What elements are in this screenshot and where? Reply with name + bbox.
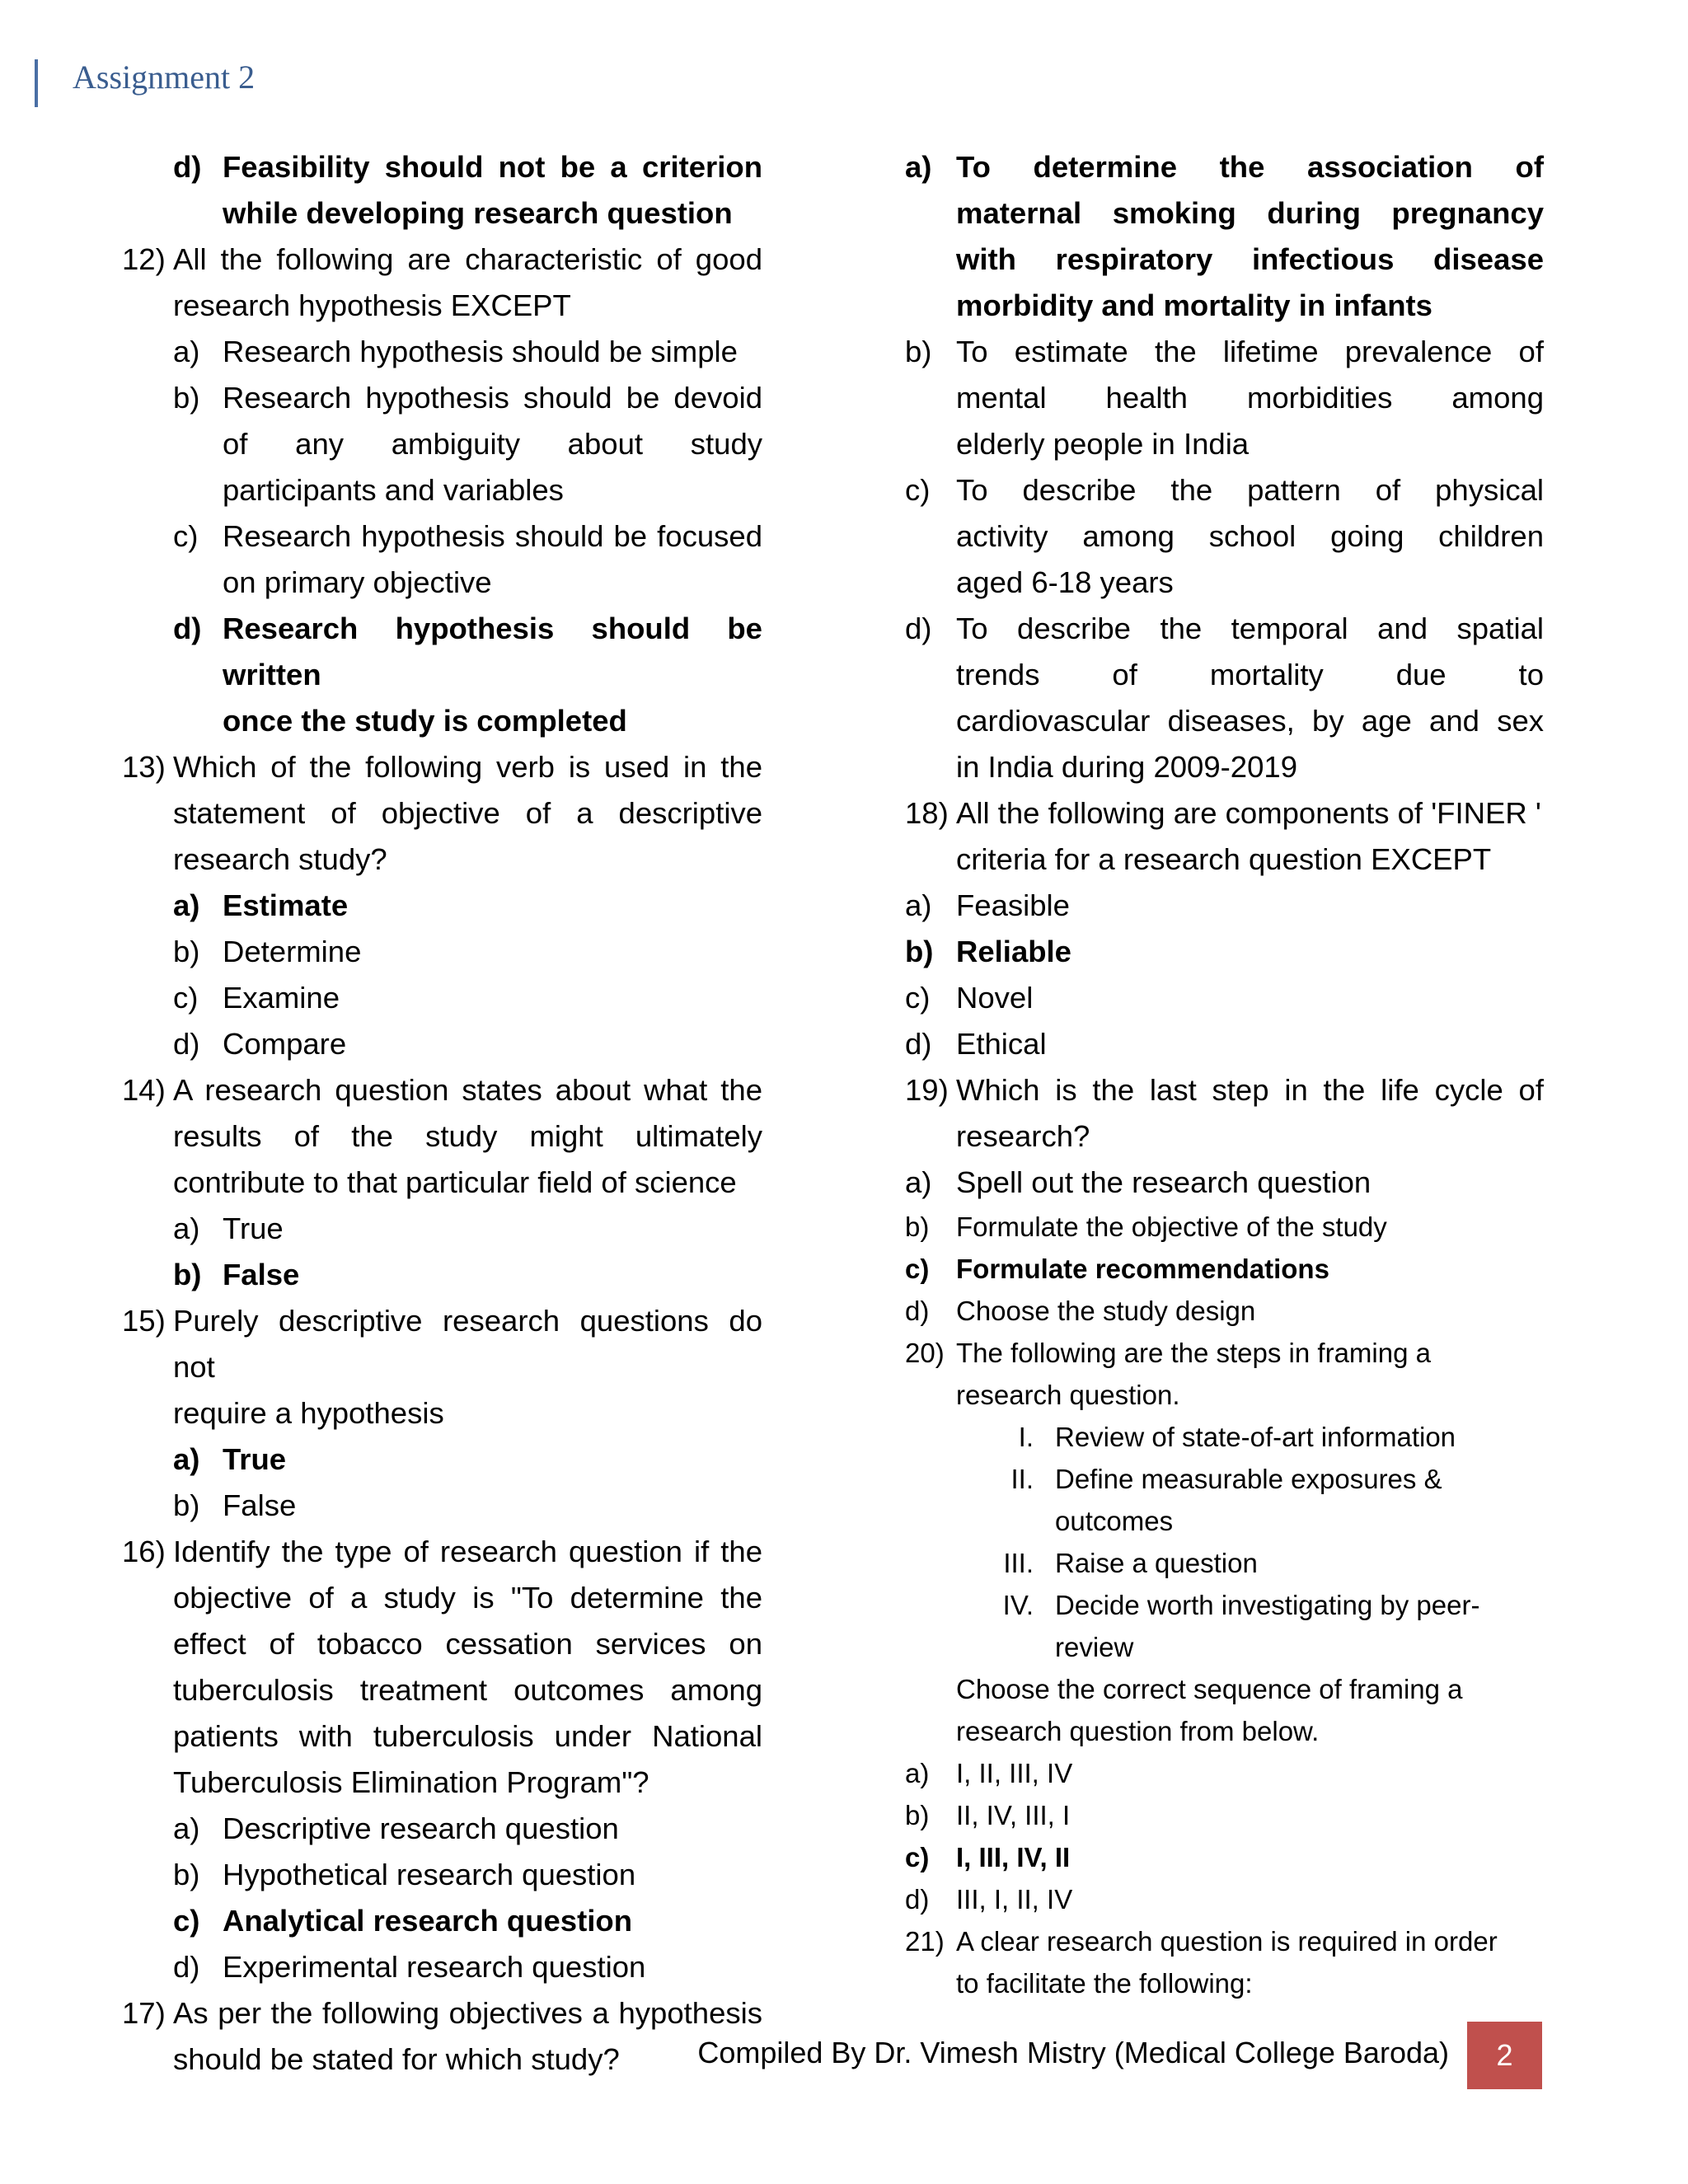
step-label: III. (1003, 1548, 1034, 1578)
question-text: require a hypothesis (173, 1396, 444, 1430)
option (122, 1483, 762, 1529)
question-21 (905, 1920, 1544, 2004)
correct-option (905, 1836, 1544, 1878)
option (905, 1878, 1544, 1920)
step-text: Raise a question (1055, 1548, 1258, 1578)
footer-credit: Compiled By Dr. Vimesh Mistry (Medical College Baroda) (697, 2036, 1449, 2069)
option-text: elderly people in India (956, 427, 1250, 461)
question-text: effect of tobacco cessation services on (173, 1627, 762, 1661)
page-number: 2 (1467, 2022, 1542, 2089)
option (905, 1290, 1544, 1332)
correct-option (122, 1898, 762, 1944)
question-number: 19) (905, 1073, 949, 1107)
question-text: statement of objective of a descriptive (173, 796, 762, 830)
step-label: IV. (1002, 1590, 1034, 1620)
option-text: To determine the association of (956, 150, 1544, 184)
option-text: cardiovascular diseases, by age and sex (956, 704, 1544, 738)
option-text: morbidity and mortality in infants (956, 288, 1432, 322)
option-text: once the study is completed (223, 704, 627, 738)
question-text: tuberculosis treatment outcomes among (173, 1673, 762, 1707)
option-label: b) (905, 1800, 930, 1830)
option-text: True (223, 1212, 284, 1245)
question-text: patients with tuberculosis under National (173, 1719, 762, 1753)
option-label: c) (173, 519, 199, 553)
option-label: a) (173, 888, 200, 922)
option-label: d) (905, 1884, 930, 1915)
question-19 (905, 1067, 1544, 1332)
option-text: Ethical (956, 1027, 1047, 1061)
option-label: a) (905, 1758, 930, 1788)
question-text: Purely descriptive research questions do not (173, 1304, 762, 1384)
question-18 (905, 790, 1544, 1067)
option-text: True (223, 1442, 287, 1476)
option-label: c) (905, 473, 931, 507)
option-label: d) (173, 1027, 200, 1061)
step-label: II. (1010, 1464, 1034, 1494)
question-text: should be stated for which study? (173, 2042, 620, 2076)
question-text: results of the study might ultimately (173, 1119, 762, 1153)
question-number: 21) (905, 1926, 945, 1957)
option-label: b) (173, 1858, 200, 1891)
question-number: 17) (122, 1996, 166, 2030)
option (122, 1206, 762, 1252)
question-17 (122, 1990, 762, 2083)
step-item (905, 1542, 1544, 1584)
option-text: I, III, IV, II (956, 1842, 1071, 1872)
option-text: Analytical research question (223, 1904, 632, 1938)
question-text: As per the following objectives a hypothesis (173, 1996, 762, 2030)
step-text: Decide worth investigating by peer- (1055, 1590, 1480, 1620)
option-text: trends of mortality due to (956, 658, 1544, 691)
option (905, 975, 1544, 1021)
option-text: maternal smoking during pregnancy (956, 196, 1544, 230)
question-text: A clear research question is required in order (956, 1926, 1498, 1957)
question-text: All the following are characteristic of good (173, 242, 762, 276)
question-14 (122, 1067, 762, 1298)
option-label: d) (173, 1950, 200, 1984)
option (905, 1752, 1544, 1794)
option-text: Descriptive research question (223, 1811, 619, 1845)
question-number: 18) (905, 796, 949, 830)
option-text: II, IV, III, I (956, 1800, 1071, 1830)
option-text: III, I, II, IV (956, 1884, 1073, 1915)
question-number: 20) (905, 1338, 945, 1368)
question-text: criteria for a research question EXCEPT (956, 842, 1492, 876)
option-text: Feasible (956, 888, 1070, 922)
option (122, 1021, 762, 1067)
question-11-answer-d (122, 144, 762, 237)
option-text: Research hypothesis should be devoid (223, 381, 762, 415)
question-text: A research question states about what the (173, 1073, 762, 1107)
question-text: research hypothesis EXCEPT (173, 288, 571, 322)
option-text: Determine (223, 935, 362, 968)
option-text: Hypothetical research question (223, 1858, 636, 1891)
option-label: b) (905, 335, 932, 368)
option (122, 1806, 762, 1852)
question-20 (905, 1332, 1544, 1920)
question-text: to facilitate the following: (956, 1968, 1253, 1999)
option (905, 1794, 1544, 1836)
question-15 (122, 1298, 762, 1529)
option-label: c) (173, 1904, 200, 1938)
option-text: Examine (223, 981, 340, 1015)
step-text: Review of state-of-art information (1055, 1422, 1456, 1452)
option-label: d) (905, 1027, 932, 1061)
option-label: b) (905, 935, 934, 968)
option-text: Spell out the research question (956, 1165, 1372, 1199)
page-title: Assignment 2 (73, 59, 256, 96)
option-text: To describe the temporal and spatial (956, 612, 1544, 645)
option (905, 883, 1544, 929)
question-prompt: Choose the correct sequence of framing a (956, 1674, 1463, 1704)
option-text: mental health morbidities among (956, 381, 1544, 415)
option-text: Estimate (223, 888, 349, 922)
option-text: Novel (956, 981, 1034, 1015)
option-text: False (223, 1488, 297, 1522)
question-number: 13) (122, 750, 166, 784)
correct-option (122, 883, 762, 929)
question-text: The following are the steps in framing a (956, 1338, 1431, 1368)
correct-option (122, 1252, 762, 1298)
question-text: research question. (956, 1380, 1180, 1410)
option-label: a) (173, 1212, 200, 1245)
question-number: 15) (122, 1304, 166, 1338)
option-label: a) (905, 888, 932, 922)
option (122, 1852, 762, 1898)
option (905, 1021, 1544, 1067)
option-text: I, II, III, IV (956, 1758, 1073, 1788)
question-13 (122, 744, 762, 1067)
option-label: b) (173, 1258, 202, 1291)
option-text: in India during 2009-2019 (956, 750, 1297, 784)
header-accent-bar (35, 59, 38, 107)
option-label: b) (173, 381, 200, 415)
option-text: Reliable (956, 935, 1071, 968)
step-item (905, 1458, 1544, 1500)
question-text: Which of the following verb is used in the (173, 750, 762, 784)
option-text: on primary objective (223, 565, 492, 599)
option (122, 975, 762, 1021)
option-text: Formulate the objective of the study (956, 1212, 1387, 1242)
option (122, 929, 762, 975)
correct-option (905, 929, 1544, 975)
question-text: Tuberculosis Elimination Program"? (173, 1765, 649, 1799)
question-number: 14) (122, 1073, 166, 1107)
option-label: b) (173, 935, 200, 968)
question-12 (122, 237, 762, 744)
step-item (905, 1584, 1544, 1626)
option (905, 467, 1544, 513)
option-text: of any ambiguity about study (223, 427, 762, 461)
option-label: a) (905, 150, 932, 184)
option-text: with respiratory infectious disease (956, 242, 1544, 276)
option-label: a) (173, 335, 200, 368)
question-text: objective of a study is "To determine the (173, 1581, 762, 1615)
step-text: outcomes (1055, 1506, 1174, 1536)
option (905, 1160, 1544, 1206)
question-text: research? (956, 1119, 1090, 1153)
option-label: d) (173, 612, 202, 645)
option-label: c) (173, 981, 199, 1015)
step-label: I. (1018, 1422, 1034, 1452)
option-label: b) (905, 1212, 930, 1242)
option (122, 1944, 762, 1990)
question-16 (122, 1529, 762, 1990)
question-text: research study? (173, 842, 387, 876)
step-text: review (1055, 1632, 1134, 1662)
option-text: False (223, 1258, 300, 1291)
question-number: 16) (122, 1535, 166, 1568)
question-text: Identify the type of research question if the (173, 1535, 762, 1568)
option-label: a) (905, 1165, 932, 1199)
option-label: d) (905, 1296, 930, 1326)
question-text: contribute to that particular field of science (173, 1165, 737, 1199)
option-text: activity among school going children (956, 519, 1544, 553)
option-text: Choose the study design (956, 1296, 1256, 1326)
right-column (905, 144, 1544, 2004)
correct-option (122, 606, 762, 698)
option-text: Research hypothesis should be written (223, 612, 762, 691)
option-label: d) (905, 612, 932, 645)
step-text: Define measurable exposures & (1055, 1464, 1442, 1494)
option-text: Experimental research question (223, 1950, 646, 1984)
option-text: Compare (223, 1027, 347, 1061)
option-text: To describe the pattern of physical (956, 473, 1544, 507)
option-text: Research hypothesis should be simple (223, 335, 738, 368)
correct-option (905, 1248, 1544, 1290)
question-17-options (905, 144, 1544, 790)
option-label: b) (173, 1488, 200, 1522)
option-text: Feasibility should not be a criterion (223, 150, 762, 184)
option (122, 329, 762, 375)
question-prompt: research question from below. (956, 1716, 1320, 1746)
option-label: c) (905, 1842, 930, 1872)
option-label: c) (905, 981, 931, 1015)
option-text: To estimate the lifetime prevalence of (956, 335, 1544, 368)
option (122, 513, 762, 560)
option-text: participants and variables (223, 473, 564, 507)
option-label: c) (905, 1254, 930, 1284)
option-label: a) (173, 1442, 200, 1476)
option-text: aged 6-18 years (956, 565, 1174, 599)
option (905, 606, 1544, 652)
option-label: a) (173, 1811, 200, 1845)
option-text: while developing research question (223, 196, 733, 230)
question-text: Which is the last step in the life cycle of (956, 1073, 1544, 1107)
correct-option (122, 1436, 762, 1483)
question-number: 12) (122, 242, 166, 276)
option-text: Research hypothesis should be focused (223, 519, 762, 553)
option-text: Formulate recommendations (956, 1254, 1329, 1284)
question-text: All the following are components of 'FINER ' (956, 796, 1541, 830)
left-column (122, 144, 762, 2083)
option (122, 375, 762, 421)
option (905, 1206, 1544, 1248)
option (905, 329, 1544, 375)
correct-option (905, 144, 1544, 190)
step-item (905, 1416, 1544, 1458)
option-label: d) (173, 150, 202, 184)
